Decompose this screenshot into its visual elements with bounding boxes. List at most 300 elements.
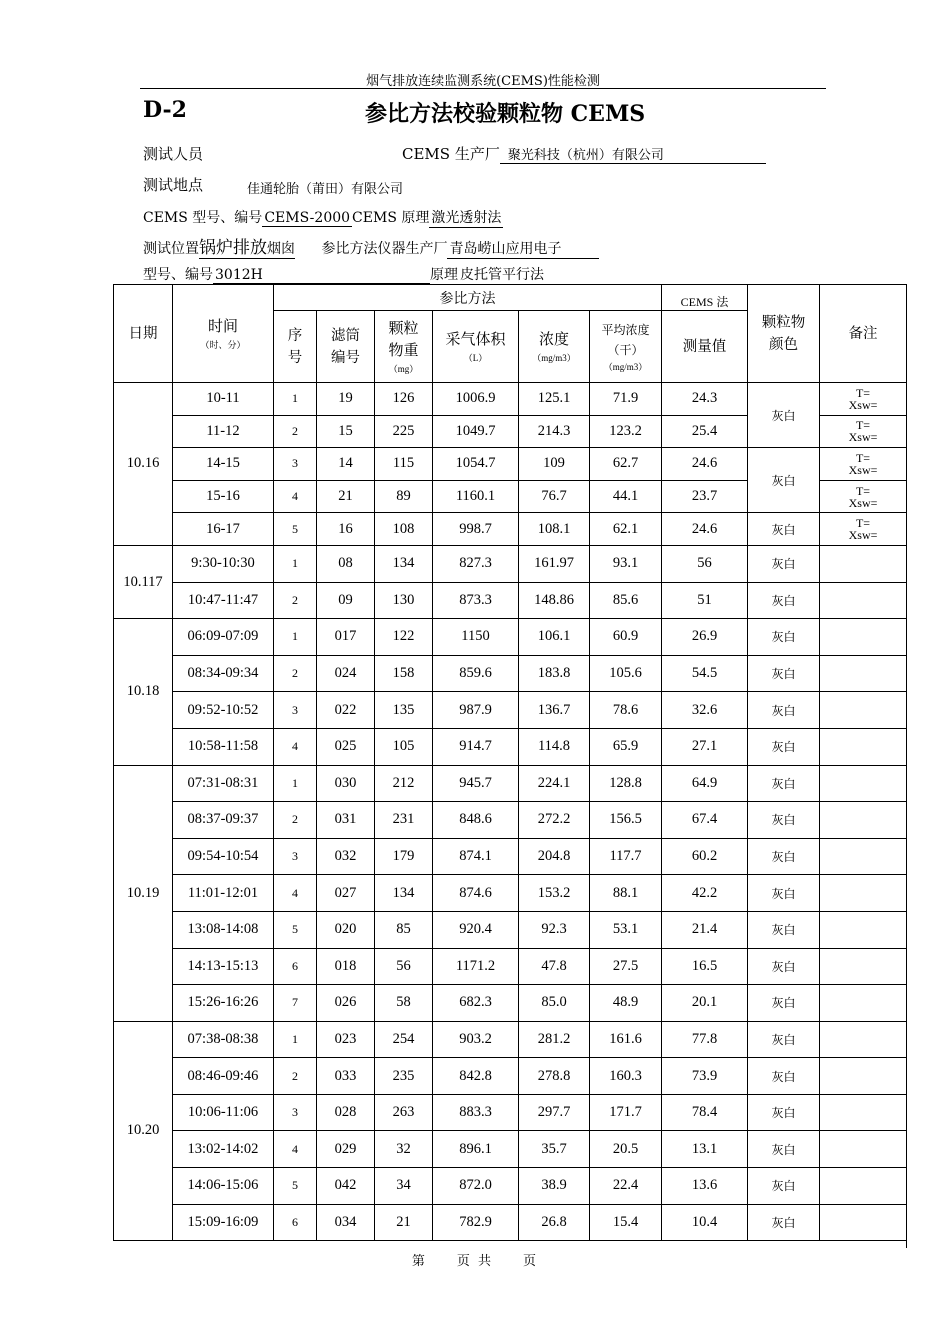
color-cell: 灰白 xyxy=(748,692,820,729)
filter-cell: 16 xyxy=(317,513,375,546)
volume-cell: 872.0 xyxy=(433,1168,519,1205)
filter-cell: 026 xyxy=(317,985,375,1022)
filter-cell: 21 xyxy=(317,480,375,513)
remark-cell xyxy=(820,448,907,481)
color-cell: 灰白 xyxy=(748,383,820,448)
avg-cell: 105.6 xyxy=(590,655,662,692)
time-cell: 10-11 xyxy=(173,383,274,416)
avg-cell: 62.1 xyxy=(590,513,662,546)
conc-cell: 153.2 xyxy=(519,875,590,912)
conc-cell: 281.2 xyxy=(519,1021,590,1058)
volume-cell: 859.6 xyxy=(433,655,519,692)
seq-cell: 2 xyxy=(274,1058,317,1095)
header-ref-method: 参比方法 xyxy=(274,285,662,311)
filter-cell: 027 xyxy=(317,875,375,912)
header-volume xyxy=(433,311,519,383)
date-cell: 10.117 xyxy=(114,545,173,618)
avg-cell: 44.1 xyxy=(590,480,662,513)
filter-cell: 09 xyxy=(317,582,375,619)
conc-cell: 136.7 xyxy=(519,692,590,729)
filter-cell: 15 xyxy=(317,415,375,448)
header-weight-label: 颗粒物重 xyxy=(388,321,419,359)
header-color: 颗粒物颜色 xyxy=(748,285,820,383)
weight-cell: 108 xyxy=(375,513,433,546)
time-cell: 14:13-15:13 xyxy=(173,948,274,985)
cems-cell: 51 xyxy=(662,582,748,619)
volume-cell: 1150 xyxy=(433,619,519,656)
cems-cell: 26.9 xyxy=(662,619,748,656)
seq-cell: 3 xyxy=(274,1094,317,1131)
header-date: 日期 xyxy=(114,285,173,383)
weight-cell: 134 xyxy=(375,875,433,912)
weight-cell: 105 xyxy=(375,728,433,765)
volume-cell: 873.3 xyxy=(433,582,519,619)
table-row xyxy=(114,692,907,729)
position-value-main: 锅炉排放 xyxy=(199,238,267,258)
time-cell: 08:46-09:46 xyxy=(173,1058,274,1095)
position-value-sub: 烟囱 xyxy=(267,241,295,257)
color-cell: 灰白 xyxy=(748,619,820,656)
avg-cell: 62.7 xyxy=(590,448,662,481)
conc-cell: 109 xyxy=(519,448,590,481)
remark-cell xyxy=(820,692,907,729)
time-cell: 14-15 xyxy=(173,448,274,481)
weight-cell: 126 xyxy=(375,383,433,416)
seq-cell: 3 xyxy=(274,692,317,729)
position-value xyxy=(199,233,295,259)
time-cell: 15:26-16:26 xyxy=(173,985,274,1022)
avg-cell: 161.6 xyxy=(590,1021,662,1058)
remark-cell xyxy=(820,383,907,416)
seq-cell: 5 xyxy=(274,1168,317,1205)
header-cems-method: CEMS 法 xyxy=(662,285,748,311)
weight-cell: 225 xyxy=(375,415,433,448)
table-row xyxy=(114,582,907,619)
color-cell: 灰白 xyxy=(748,875,820,912)
remark-cell xyxy=(820,765,907,802)
ref-model-line xyxy=(143,264,642,285)
conc-cell: 106.1 xyxy=(519,619,590,656)
conc-cell: 114.8 xyxy=(519,728,590,765)
header-weight xyxy=(375,311,433,383)
avg-cell: 53.1 xyxy=(590,911,662,948)
cems-cell: 27.1 xyxy=(662,728,748,765)
table-row xyxy=(114,1131,907,1168)
avg-cell: 15.4 xyxy=(590,1204,662,1241)
filter-cell: 018 xyxy=(317,948,375,985)
filter-cell: 023 xyxy=(317,1021,375,1058)
table-row xyxy=(114,619,907,656)
seq-cell: 1 xyxy=(274,619,317,656)
remark-cell xyxy=(820,911,907,948)
filter-cell: 024 xyxy=(317,655,375,692)
model-line xyxy=(143,207,503,228)
results-table xyxy=(113,284,907,1241)
seq-cell: 6 xyxy=(274,1204,317,1241)
header-avg-conc-label: 平均浓度（干） xyxy=(601,323,650,357)
filter-cell: 017 xyxy=(317,619,375,656)
seq-cell: 1 xyxy=(274,765,317,802)
avg-cell: 71.9 xyxy=(590,383,662,416)
cems-cell: 23.7 xyxy=(662,480,748,513)
model-label: CEMS 型号、编号 xyxy=(143,210,263,226)
time-cell: 11:01-12:01 xyxy=(173,875,274,912)
header-weight-unit: （mg） xyxy=(388,364,419,374)
avg-cell: 48.9 xyxy=(590,985,662,1022)
seq-cell: 1 xyxy=(274,545,317,582)
volume-cell: 914.7 xyxy=(433,728,519,765)
color-cell: 灰白 xyxy=(748,1021,820,1058)
weight-cell: 115 xyxy=(375,448,433,481)
filter-cell: 025 xyxy=(317,728,375,765)
avg-cell: 160.3 xyxy=(590,1058,662,1095)
volume-cell: 896.1 xyxy=(433,1131,519,1168)
manufacturer-line xyxy=(402,143,766,164)
weight-cell: 135 xyxy=(375,692,433,729)
cems-cell: 54.5 xyxy=(662,655,748,692)
filter-cell: 034 xyxy=(317,1204,375,1241)
date-cell: 10.20 xyxy=(114,1021,173,1241)
table-row xyxy=(114,728,907,765)
remark-cell xyxy=(820,1204,907,1241)
remark-cell xyxy=(820,875,907,912)
seq-cell: 3 xyxy=(274,448,317,481)
table-body xyxy=(114,285,907,1241)
header-row-1 xyxy=(114,285,907,311)
remark-cell xyxy=(820,948,907,985)
volume-cell: 945.7 xyxy=(433,765,519,802)
weight-cell: 254 xyxy=(375,1021,433,1058)
filter-cell: 029 xyxy=(317,1131,375,1168)
conc-cell: 148.86 xyxy=(519,582,590,619)
filter-cell: 030 xyxy=(317,765,375,802)
header-seq: 序号 xyxy=(274,311,317,383)
ref-principle-label: 原理 xyxy=(430,267,458,283)
weight-cell: 85 xyxy=(375,911,433,948)
cems-cell: 24.6 xyxy=(662,448,748,481)
time-cell: 11-12 xyxy=(173,415,274,448)
color-cell: 灰白 xyxy=(748,545,820,582)
volume-cell: 1171.2 xyxy=(433,948,519,985)
header-time-unit: （时、分） xyxy=(200,340,246,350)
cems-cell: 16.5 xyxy=(662,948,748,985)
color-cell: 灰白 xyxy=(748,1094,820,1131)
document-code: D-2 xyxy=(143,97,187,123)
table-row xyxy=(114,1058,907,1095)
ref-principle-value: 皮托管平行法 xyxy=(458,264,642,285)
avg-cell: 88.1 xyxy=(590,875,662,912)
cems-cell: 78.4 xyxy=(662,1094,748,1131)
model-value: CEMS-2000 xyxy=(264,210,351,226)
seq-cell: 4 xyxy=(274,480,317,513)
weight-cell: 58 xyxy=(375,985,433,1022)
remark-temperature: T= xyxy=(855,450,871,465)
conc-cell: 297.7 xyxy=(519,1094,590,1131)
cems-cell: 64.9 xyxy=(662,765,748,802)
principle-value: 激光透射法 xyxy=(429,207,503,228)
header-avg-conc-unit: （mg/m3） xyxy=(603,362,648,372)
volume-cell: 1054.7 xyxy=(433,448,519,481)
weight-cell: 122 xyxy=(375,619,433,656)
ref-maker-label: 参比方法仪器生产厂 xyxy=(321,241,448,257)
cems-cell: 13.1 xyxy=(662,1131,748,1168)
weight-cell: 130 xyxy=(375,582,433,619)
filter-cell: 031 xyxy=(317,802,375,839)
remark-moisture: Xsw= xyxy=(848,462,878,477)
date-cell: 10.18 xyxy=(114,619,173,765)
color-cell: 灰白 xyxy=(748,985,820,1022)
remark-cell xyxy=(820,1131,907,1168)
seq-cell: 6 xyxy=(274,948,317,985)
manufacturer-label: CEMS 生产厂 xyxy=(402,145,500,163)
weight-cell: 134 xyxy=(375,545,433,582)
color-cell: 灰白 xyxy=(748,838,820,875)
avg-cell: 20.5 xyxy=(590,1131,662,1168)
table-row xyxy=(114,838,907,875)
document-title: 参比方法校验颗粒物 CEMS xyxy=(365,101,646,127)
position-line xyxy=(143,233,599,259)
color-cell: 灰白 xyxy=(748,728,820,765)
avg-cell: 123.2 xyxy=(590,415,662,448)
cems-cell: 42.2 xyxy=(662,875,748,912)
color-cell: 灰白 xyxy=(748,513,820,546)
conc-cell: 26.8 xyxy=(519,1204,590,1241)
weight-cell: 34 xyxy=(375,1168,433,1205)
cems-cell: 77.8 xyxy=(662,1021,748,1058)
remark-cell xyxy=(820,1094,907,1131)
volume-cell: 1049.7 xyxy=(433,415,519,448)
avg-cell: 65.9 xyxy=(590,728,662,765)
weight-cell: 32 xyxy=(375,1131,433,1168)
conc-cell: 278.8 xyxy=(519,1058,590,1095)
table-row xyxy=(114,911,907,948)
volume-cell: 682.3 xyxy=(433,985,519,1022)
running-head: 烟气排放连续监测系统(CEMS)性能检测 xyxy=(366,74,600,89)
volume-cell: 1160.1 xyxy=(433,480,519,513)
table-row xyxy=(114,545,907,582)
avg-cell: 171.7 xyxy=(590,1094,662,1131)
page-footer: 第 页 共 页 xyxy=(411,1254,539,1269)
volume-cell: 1006.9 xyxy=(433,383,519,416)
manufacturer-value: 聚光科技（杭州）有限公司 xyxy=(500,144,766,164)
volume-cell: 998.7 xyxy=(433,513,519,546)
remark-cell xyxy=(820,1058,907,1095)
table-row xyxy=(114,655,907,692)
time-cell: 06:09-07:09 xyxy=(173,619,274,656)
time-cell: 07:38-08:38 xyxy=(173,1021,274,1058)
cems-cell: 60.2 xyxy=(662,838,748,875)
weight-cell: 56 xyxy=(375,948,433,985)
conc-cell: 214.3 xyxy=(519,415,590,448)
volume-cell: 848.6 xyxy=(433,802,519,839)
table-row xyxy=(114,448,907,481)
weight-cell: 179 xyxy=(375,838,433,875)
header-time xyxy=(173,285,274,383)
time-cell: 13:02-14:02 xyxy=(173,1131,274,1168)
cems-cell: 21.4 xyxy=(662,911,748,948)
time-cell: 09:54-10:54 xyxy=(173,838,274,875)
position-label: 测试位置 xyxy=(143,241,199,257)
remark-moisture: Xsw= xyxy=(848,528,878,543)
weight-cell: 212 xyxy=(375,765,433,802)
time-cell: 15-16 xyxy=(173,480,274,513)
avg-cell: 156.5 xyxy=(590,802,662,839)
remark-cell xyxy=(820,1021,907,1058)
seq-cell: 2 xyxy=(274,415,317,448)
remark-moisture: Xsw= xyxy=(848,397,878,412)
seq-cell: 2 xyxy=(274,582,317,619)
color-cell: 灰白 xyxy=(748,1168,820,1205)
cems-cell: 24.6 xyxy=(662,513,748,546)
cems-cell: 25.4 xyxy=(662,415,748,448)
volume-cell: 782.9 xyxy=(433,1204,519,1241)
weight-cell: 235 xyxy=(375,1058,433,1095)
seq-cell: 7 xyxy=(274,985,317,1022)
cems-cell: 20.1 xyxy=(662,985,748,1022)
color-cell: 灰白 xyxy=(748,448,820,513)
seq-cell: 5 xyxy=(274,513,317,546)
remark-cell xyxy=(820,545,907,582)
remark-moisture: Xsw= xyxy=(848,430,878,445)
time-cell: 10:47-11:47 xyxy=(173,582,274,619)
site-label: 测试地点 xyxy=(143,176,204,194)
conc-cell: 47.8 xyxy=(519,948,590,985)
header-conc-label: 浓度 xyxy=(538,332,569,348)
cems-cell: 73.9 xyxy=(662,1058,748,1095)
seq-cell: 1 xyxy=(274,1021,317,1058)
filter-cell: 022 xyxy=(317,692,375,729)
ref-model-value: 3012H xyxy=(213,267,430,284)
seq-cell: 2 xyxy=(274,802,317,839)
volume-cell: 874.6 xyxy=(433,875,519,912)
seq-cell: 4 xyxy=(274,728,317,765)
conc-cell: 125.1 xyxy=(519,383,590,416)
filter-cell: 032 xyxy=(317,838,375,875)
header-filter: 滤筒编号 xyxy=(317,311,375,383)
table-row xyxy=(114,513,907,546)
date-cell: 10.19 xyxy=(114,765,173,1021)
ref-model-label: 型号、编号 xyxy=(143,267,213,283)
remark-temperature: T= xyxy=(855,385,871,400)
conc-cell: 183.8 xyxy=(519,655,590,692)
weight-cell: 21 xyxy=(375,1204,433,1241)
avg-cell: 22.4 xyxy=(590,1168,662,1205)
time-cell: 08:37-09:37 xyxy=(173,802,274,839)
color-cell: 灰白 xyxy=(748,765,820,802)
remark-temperature: T= xyxy=(855,516,871,531)
conc-cell: 204.8 xyxy=(519,838,590,875)
seq-cell: 3 xyxy=(274,838,317,875)
cems-cell: 56 xyxy=(662,545,748,582)
time-cell: 10:58-11:58 xyxy=(173,728,274,765)
avg-cell: 128.8 xyxy=(590,765,662,802)
cems-cell: 10.4 xyxy=(662,1204,748,1241)
remark-cell xyxy=(820,513,907,546)
avg-cell: 78.6 xyxy=(590,692,662,729)
time-cell: 10:06-11:06 xyxy=(173,1094,274,1131)
conc-cell: 108.1 xyxy=(519,513,590,546)
seq-cell: 1 xyxy=(274,383,317,416)
remark-cell xyxy=(820,480,907,513)
filter-cell: 033 xyxy=(317,1058,375,1095)
time-cell: 07:31-08:31 xyxy=(173,765,274,802)
filter-cell: 028 xyxy=(317,1094,375,1131)
avg-cell: 117.7 xyxy=(590,838,662,875)
color-cell: 灰白 xyxy=(748,1204,820,1241)
filter-cell: 08 xyxy=(317,545,375,582)
date-cell: 10.16 xyxy=(114,383,173,546)
cems-cell: 32.6 xyxy=(662,692,748,729)
color-cell: 灰白 xyxy=(748,655,820,692)
table-row xyxy=(114,765,907,802)
time-cell: 14:06-15:06 xyxy=(173,1168,274,1205)
remark-moisture: Xsw= xyxy=(848,495,878,510)
seq-cell: 4 xyxy=(274,1131,317,1168)
remark-cell xyxy=(820,1168,907,1205)
time-cell: 08:34-09:34 xyxy=(173,655,274,692)
weight-cell: 263 xyxy=(375,1094,433,1131)
filter-cell: 042 xyxy=(317,1168,375,1205)
conc-cell: 35.7 xyxy=(519,1131,590,1168)
volume-cell: 883.3 xyxy=(433,1094,519,1131)
filter-cell: 020 xyxy=(317,911,375,948)
table-row xyxy=(114,1168,907,1205)
color-cell: 灰白 xyxy=(748,948,820,985)
seq-cell: 5 xyxy=(274,911,317,948)
table-row xyxy=(114,875,907,912)
header-rule xyxy=(140,88,826,89)
conc-cell: 92.3 xyxy=(519,911,590,948)
header-volume-label: 采气体积 xyxy=(445,332,506,348)
weight-cell: 158 xyxy=(375,655,433,692)
conc-cell: 224.1 xyxy=(519,765,590,802)
header-cems-value: 测量值 xyxy=(662,311,748,383)
volume-cell: 827.3 xyxy=(433,545,519,582)
principle-label: CEMS 原理 xyxy=(352,210,430,226)
color-cell: 灰白 xyxy=(748,582,820,619)
time-cell: 13:08-14:08 xyxy=(173,911,274,948)
ref-maker-value: 青岛崂山应用电子 xyxy=(447,238,599,259)
conc-cell: 76.7 xyxy=(519,480,590,513)
volume-cell: 920.4 xyxy=(433,911,519,948)
header-conc xyxy=(519,311,590,383)
weight-cell: 231 xyxy=(375,802,433,839)
table-row xyxy=(114,802,907,839)
table-right-edge xyxy=(906,284,907,1248)
remark-cell xyxy=(820,838,907,875)
weight-cell: 89 xyxy=(375,480,433,513)
cems-cell: 67.4 xyxy=(662,802,748,839)
remark-cell xyxy=(820,728,907,765)
remark-temperature: T= xyxy=(855,418,871,433)
table-row xyxy=(114,1094,907,1131)
table-row xyxy=(114,985,907,1022)
remark-cell xyxy=(820,985,907,1022)
time-cell: 15:09-16:09 xyxy=(173,1204,274,1241)
table-row xyxy=(114,383,907,416)
volume-cell: 903.2 xyxy=(433,1021,519,1058)
volume-cell: 874.1 xyxy=(433,838,519,875)
color-cell: 灰白 xyxy=(748,802,820,839)
table-row xyxy=(114,1021,907,1058)
filter-cell: 14 xyxy=(317,448,375,481)
conc-cell: 161.97 xyxy=(519,545,590,582)
header-volume-unit: （L） xyxy=(463,353,488,363)
conc-cell: 272.2 xyxy=(519,802,590,839)
header-time-label: 时间 xyxy=(207,319,238,335)
cems-cell: 24.3 xyxy=(662,383,748,416)
remark-cell xyxy=(820,582,907,619)
